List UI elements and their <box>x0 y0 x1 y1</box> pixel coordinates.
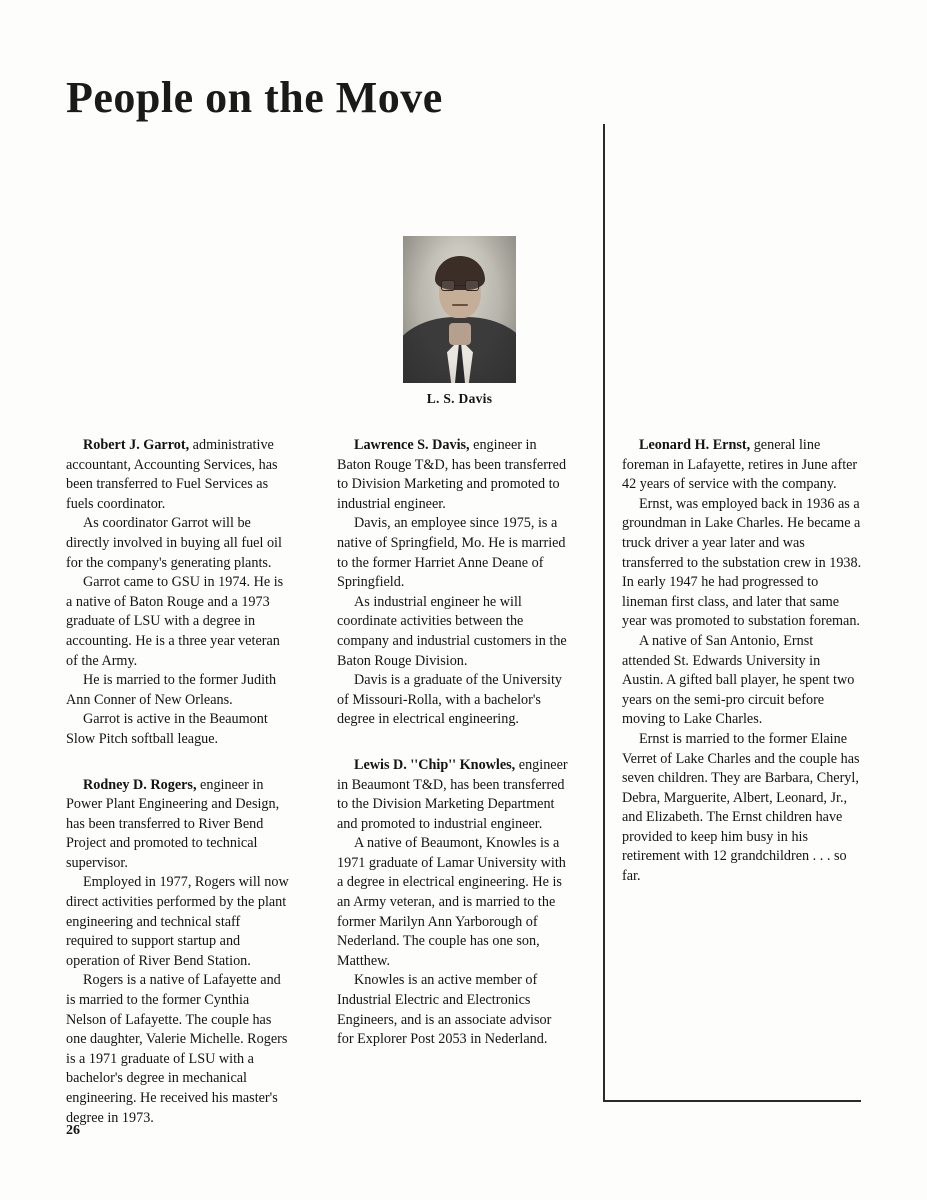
paragraph-text: engineer in Beaumont T&D, has been transferred to the Division Marketing Department and promoted to industrial engineer. <box>337 756 568 832</box>
paragraph <box>66 436 291 514</box>
paragraph: Employed in 1977, Rogers will now direct activities performed by the plant engineering and technical staff required to support startup and operation of River Bend Station. <box>66 874 289 969</box>
photo-caption: L. S. Davis <box>426 391 493 406</box>
page-title: People on the Move <box>66 73 443 122</box>
page-number: 26 <box>66 1123 80 1138</box>
text-column-1 <box>66 436 291 1128</box>
paragraph: Garrot is active in the Beaumont Slow Pitch softball league. <box>66 711 268 747</box>
paragraph: Ernst is married to the former Elaine Verret of Lake Charles and the couple has seven children. They are Barbara, Cheryl, Debra, Marguerite, Albert, Leonard, Jr., and Elizabeth. The Ernst children have provided to keep him busy in his retirement with 12 grandchildren . . . so far. <box>622 730 860 885</box>
article-davis <box>337 436 569 730</box>
paragraph: As industrial engineer he will coordinate activities between the company and industrial customers in the Baton Rouge Division. <box>337 593 567 669</box>
article-lead-in: Lewis D. ''Chip'' Knowles, <box>354 756 516 773</box>
paragraph: He is married to the former Judith Ann Conner of New Orleans. <box>66 672 277 708</box>
article-lead-in: Leonard H. Ernst, <box>639 437 751 453</box>
article-ernst <box>622 436 862 887</box>
article-lead-in: Rodney D. Rogers, <box>83 776 197 793</box>
paragraph: Knowles is an active member of Industrial Electric and Electronics Engineers, and is an associate advisor for Explorer Post 2053 in Nederland. <box>337 972 552 1048</box>
paragraph: Davis, an employee since 1975, is a native of Springfield, Mo. He is married to the former Harriet Anne Deane of Springfield. <box>337 515 566 591</box>
paragraph <box>337 756 569 834</box>
text-column-2 <box>337 436 569 1050</box>
paragraph: Rogers is a native of Lafayette and is married to the former Cynthia Nelson of Lafayette. The couple has one daughter, Valerie Michelle. Rogers is a 1971 graduate of LSU with a bachelor's degree in mechanical engineering. He received his master's degree in 1973. <box>66 972 288 1126</box>
paragraph-text: administrative accountant, Accounting Services, has been transferred to Fuel Services as fuels coordinator. <box>66 437 278 512</box>
horizontal-rule <box>603 1100 861 1102</box>
paragraph: Davis is a graduate of the University of Missouri-Rolla, with a bachelor's degree in electrical engineering. <box>337 672 563 728</box>
portrait-photo <box>403 236 516 383</box>
article-lead-in: Robert J. Garrot, <box>83 437 190 453</box>
article-garrot <box>66 436 291 750</box>
paragraph-text: engineer in Power Plant Engineering and Design, has been transferred to River Bend Project and promoted to technical supervisor. <box>66 776 280 871</box>
paragraph: A native of Beaumont, Knowles is a 1971 graduate of Lamar University with a degree in electrical engineering. He is an Army veteran, and is married to the former Marilyn Ann Yarborough of Nederland. The couple has one son, Matthew. <box>337 835 566 969</box>
paragraph <box>337 436 569 514</box>
paragraph: As coordinator Garrot will be directly involved in buying all fuel oil for the company's generating plants. <box>66 515 282 571</box>
photo-vignette <box>403 236 516 383</box>
photo-figure <box>403 236 516 407</box>
paragraph-text: general line foreman in Lafayette, retires in June after 42 years of service with the company. <box>622 437 858 493</box>
article-knowles <box>337 756 569 1050</box>
vertical-rule <box>603 124 605 1102</box>
paragraph: Garrot came to GSU in 1974. He is a native of Baton Rouge and a 1973 graduate of LSU with a degree in accounting. He is a three year veteran of the Army. <box>66 574 284 669</box>
article-lead-in: Lawrence S. Davis, <box>354 437 470 453</box>
paragraph <box>622 436 862 495</box>
paragraph-text: engineer in Baton Rouge T&D, has been transferred to Division Marketing and promoted to industrial engineer. <box>337 437 567 512</box>
paragraph: Ernst, was employed back in 1936 as a groundman in Lake Charles. He became a truck driver a year later and was transferred to the substation crew in 1938. In early 1947 he had progressed to lineman first class, and later that same year was promoted to substation foreman. <box>622 495 862 630</box>
text-column-3 <box>622 436 862 887</box>
paragraph <box>66 776 291 874</box>
paragraph: A native of San Antonio, Ernst attended St. Edwards University in Austin. A gifted ball player, he spent two years on the semi-pro circuit before moving to Lake Charles. <box>622 632 855 728</box>
article-rogers <box>66 776 291 1129</box>
